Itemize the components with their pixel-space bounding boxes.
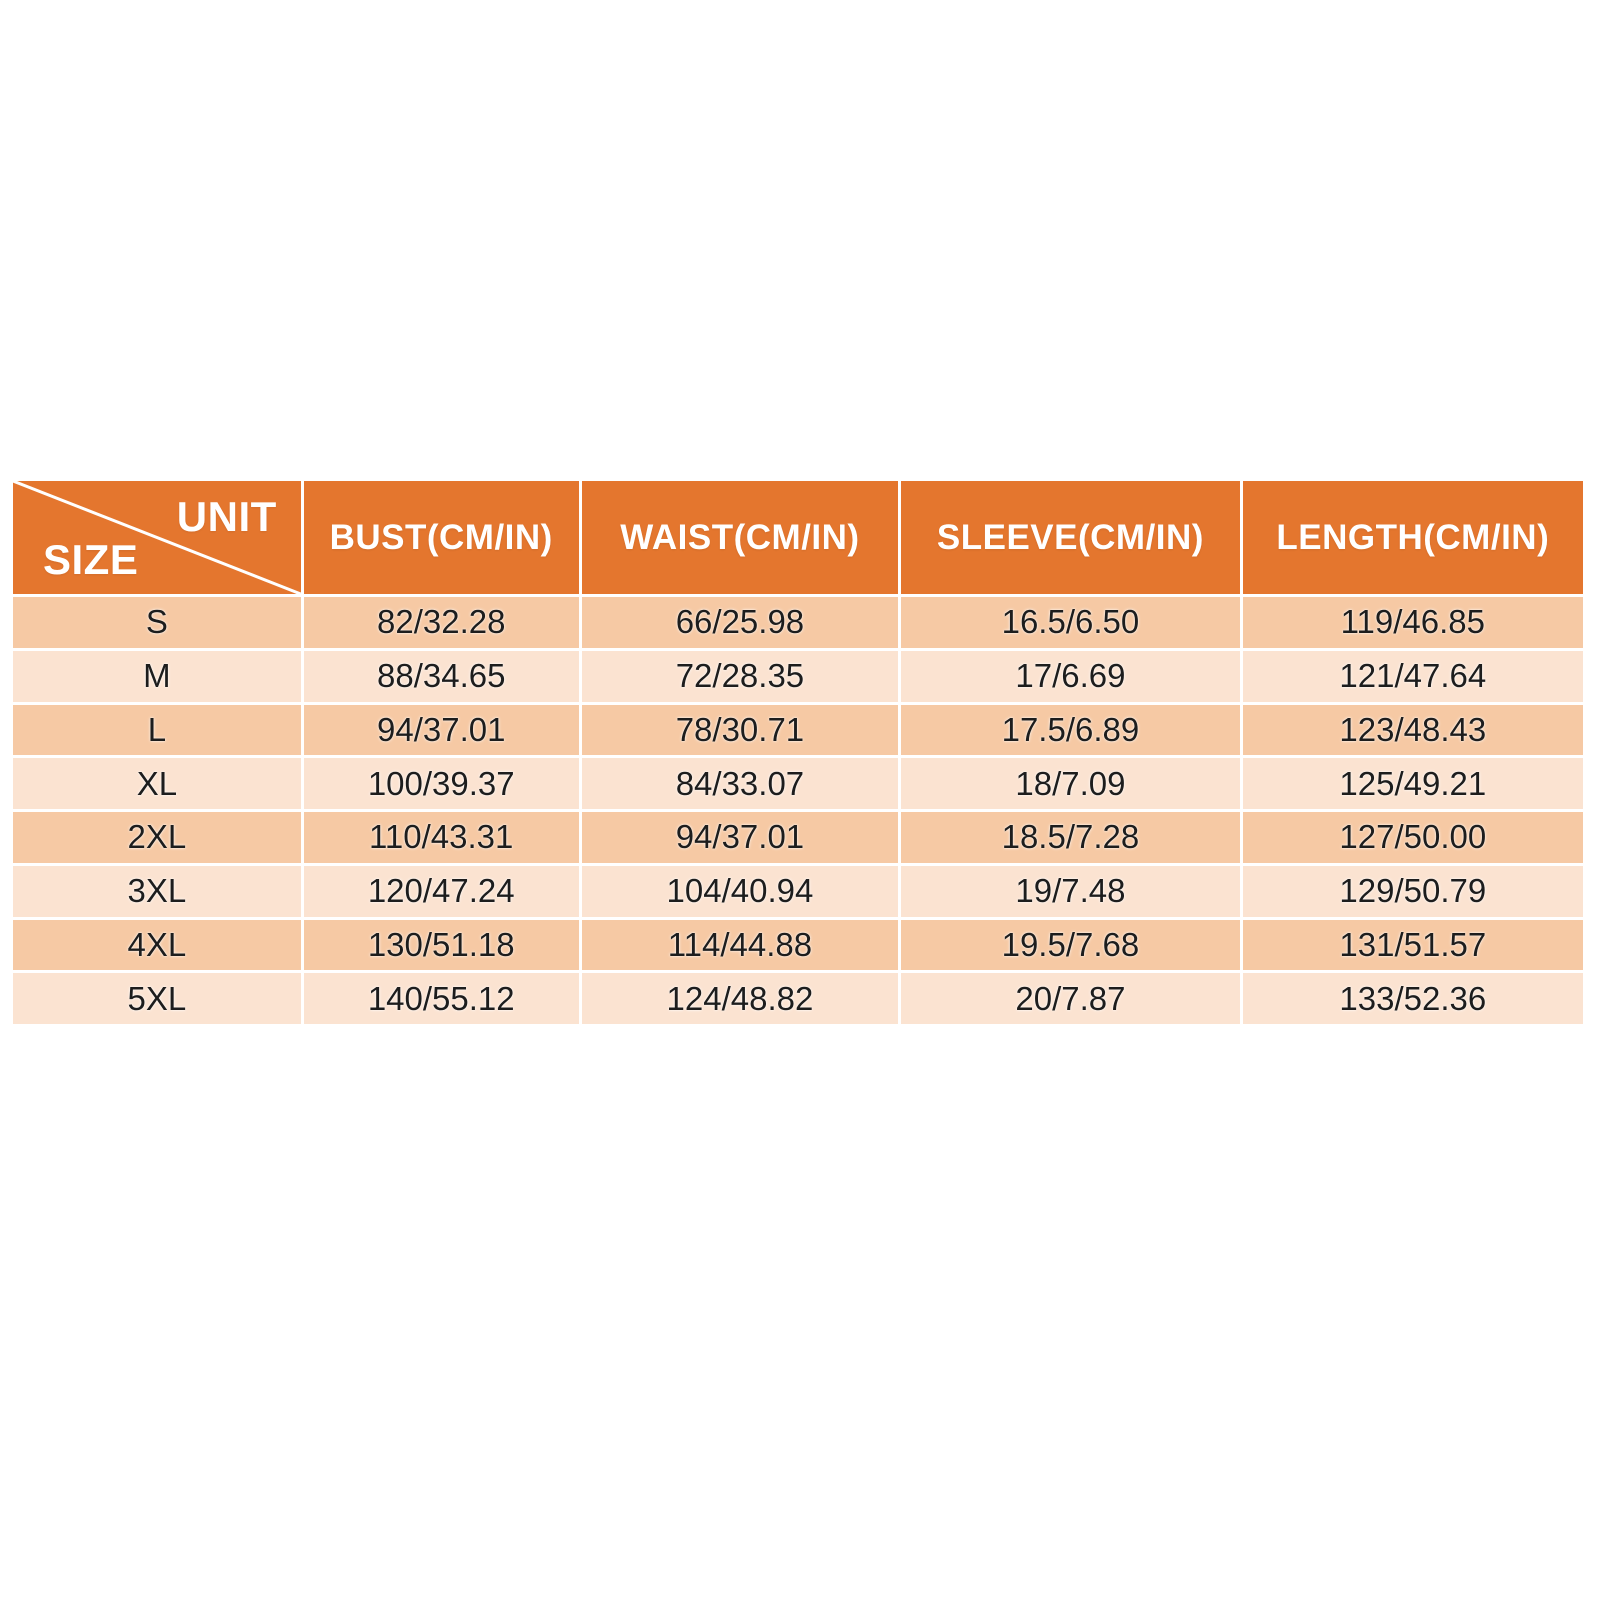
size-label: SIZE — [43, 536, 139, 583]
unit-label: UNIT — [176, 493, 277, 540]
column-header-sleeve: SLEEVE(CM/IN) — [901, 481, 1239, 594]
bust-cell: 130/51.18 — [304, 920, 579, 971]
length-cell: 129/50.79 — [1243, 866, 1583, 917]
size-cell: L — [13, 705, 301, 756]
size-cell: S — [13, 597, 301, 648]
sleeve-cell: 18.5/7.28 — [901, 812, 1239, 863]
bust-cell: 120/47.24 — [304, 866, 579, 917]
size-cell: 3XL — [13, 866, 301, 917]
column-header-length: LENGTH(CM/IN) — [1243, 481, 1583, 594]
waist-cell: 124/48.82 — [582, 973, 899, 1024]
sleeve-cell: 19.5/7.68 — [901, 920, 1239, 971]
length-cell: 131/51.57 — [1243, 920, 1583, 971]
sleeve-cell: 20/7.87 — [901, 973, 1239, 1024]
sleeve-cell: 17.5/6.89 — [901, 705, 1239, 756]
size-cell: M — [13, 651, 301, 702]
sleeve-cell: 19/7.48 — [901, 866, 1239, 917]
length-cell: 127/50.00 — [1243, 812, 1583, 863]
bust-cell: 94/37.01 — [304, 705, 579, 756]
waist-cell: 84/33.07 — [582, 758, 899, 809]
column-header-bust: BUST(CM/IN) — [304, 481, 579, 594]
length-cell: 125/49.21 — [1243, 758, 1583, 809]
length-cell: 133/52.36 — [1243, 973, 1583, 1024]
length-cell: 119/46.85 — [1243, 597, 1583, 648]
corner-header-cell — [13, 481, 301, 594]
waist-cell: 94/37.01 — [582, 812, 899, 863]
sleeve-cell: 16.5/6.50 — [901, 597, 1239, 648]
bust-cell: 100/39.37 — [304, 758, 579, 809]
size-cell: XL — [13, 758, 301, 809]
length-cell: 123/48.43 — [1243, 705, 1583, 756]
bust-cell: 110/43.31 — [304, 812, 579, 863]
size-cell: 4XL — [13, 920, 301, 971]
waist-cell: 66/25.98 — [582, 597, 899, 648]
column-header-waist: WAIST(CM/IN) — [582, 481, 899, 594]
length-cell: 121/47.64 — [1243, 651, 1583, 702]
size-cell: 5XL — [13, 973, 301, 1024]
sleeve-cell: 17/6.69 — [901, 651, 1239, 702]
bust-cell: 82/32.28 — [304, 597, 579, 648]
waist-cell: 78/30.71 — [582, 705, 899, 756]
size-chart-table — [13, 481, 1583, 1024]
sleeve-cell: 18/7.09 — [901, 758, 1239, 809]
waist-cell: 104/40.94 — [582, 866, 899, 917]
bust-cell: 88/34.65 — [304, 651, 579, 702]
waist-cell: 72/28.35 — [582, 651, 899, 702]
waist-cell: 114/44.88 — [582, 920, 899, 971]
bust-cell: 140/55.12 — [304, 973, 579, 1024]
size-cell: 2XL — [13, 812, 301, 863]
